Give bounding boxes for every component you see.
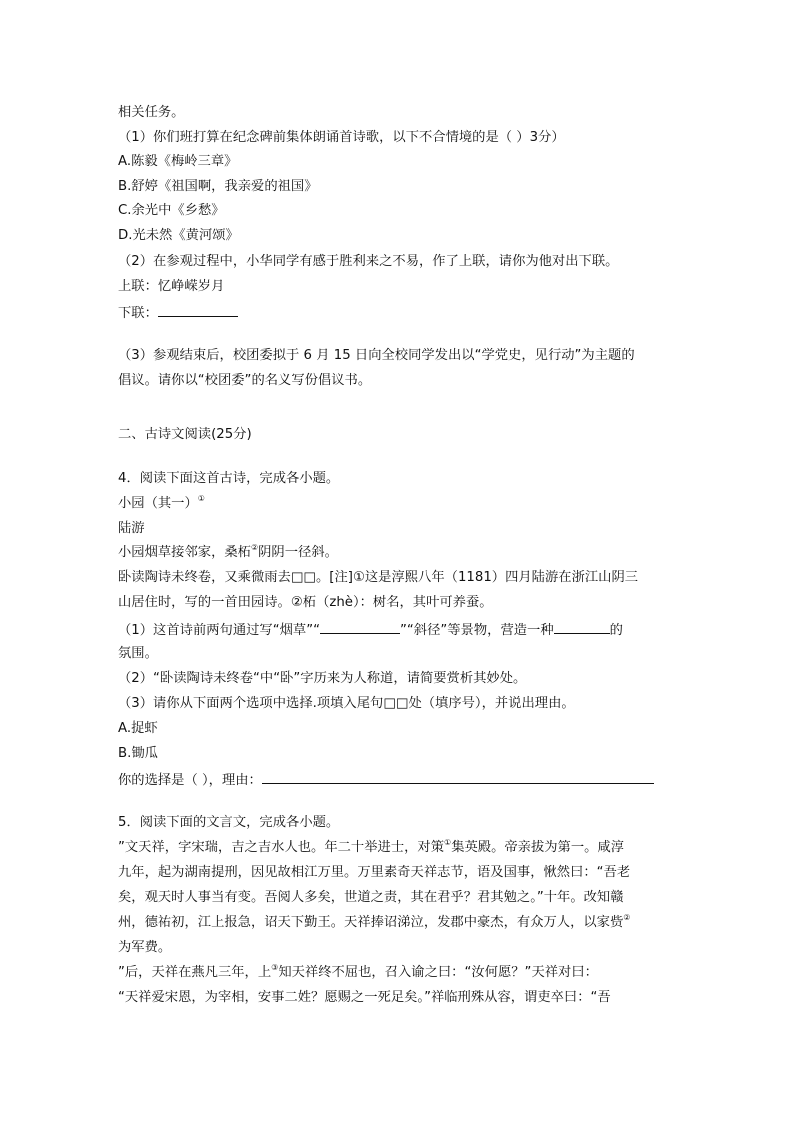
option-a: A.捉虾	[118, 721, 158, 736]
poem-text: 阴阴一径斜。	[258, 545, 338, 560]
question-4-2: （2）“卧读陶诗未终卷“中“卧”字历来为人称道，请简要赏析其妙处。	[118, 671, 527, 686]
text-line: 氛围。	[118, 646, 158, 661]
classical-text-span: ”后，天祥在燕凡三年，上	[118, 965, 272, 980]
lower-couplet	[118, 302, 238, 324]
poem-author: 陆游	[118, 521, 145, 536]
option-b: B.锄瓜	[118, 746, 158, 761]
classical-text: 九年，起为湖南提刑，因见故相江万里。万里素奇天祥志节，语及国事，愀然曰：“吾老	[118, 865, 631, 880]
classical-text-span: ”文天祥，字宋瑞，吉之吉水人也。年二十举进士，对策	[118, 840, 445, 855]
question-text: （1）这首诗前两句通过写“烟草”“	[118, 623, 320, 638]
classical-text-span: 知天祥终不屈也，召入谕之曰：“汝何愿？”天祥对曰：	[278, 965, 598, 980]
classical-text: 矣，观天时人事当有变。吾阅人多矣，世道之责，其在君乎？君其勉之。”十年。改知赣	[118, 890, 624, 905]
classical-text-span: 集英殿。帝亲拔为第一。咸淳	[451, 840, 625, 855]
classical-text: 为军费。	[118, 940, 172, 955]
poem-note: 山居住时，写的一首田园诗。②柘（zhè）：树名，其叶可养蚕。	[118, 595, 493, 610]
option-a: A.陈毅《梅岭三章》	[118, 154, 238, 169]
option-b: B.舒婷《祖国啊，我亲爱的祖国》	[118, 179, 318, 194]
text-line: 相关任务。	[118, 105, 185, 120]
answer-blank[interactable]	[554, 619, 610, 634]
option-d: D.光未然《黄河颂》	[118, 228, 239, 243]
poem-title	[118, 494, 205, 514]
classical-text-span: 州，德祐初，江上报急，诏天下勤王。天祥捧诏涕泣，发郡中豪杰，有众万人，以家赀	[118, 915, 624, 930]
question-2: （2）在参观过程中，小华同学有感于胜利来之不易，作了上联，请你为他对出下联。	[118, 254, 619, 269]
poem-text: 小园烟草接邻家，桑柘	[118, 545, 251, 560]
footnote-marker: ②	[623, 913, 631, 922]
question-1: （1）你们班打算在纪念碑前集体朗诵首诗歌，以下不合情境的是（ ）3分）	[118, 130, 565, 145]
answer-line	[118, 769, 654, 791]
question-text: 的	[609, 623, 623, 638]
answer-blank[interactable]	[158, 302, 238, 317]
classical-text	[118, 838, 624, 858]
answer-label: 你的选择是（ ），理由：	[118, 773, 262, 788]
question-5: 5．阅读下面的文言文，完成各小题。	[118, 815, 340, 830]
footnote-marker: ①	[197, 494, 205, 503]
classical-text	[118, 963, 598, 983]
section-heading: 二、古诗文阅读(25分)	[118, 427, 252, 442]
question-4-1	[118, 619, 623, 641]
lower-couplet-label: 下联：	[118, 306, 158, 321]
question-4-3: （3）请你从下面两个选项中选择.项填入尾句□□处（填序号），并说出理由。	[118, 696, 575, 711]
classical-text	[118, 913, 630, 933]
question-4: 4．阅读下面这首古诗，完成各小题。	[118, 471, 340, 486]
text-line: 倡议。请你以“校团委”的名义写份倡议书。	[118, 373, 372, 388]
question-text: ”“斜径”等景物，营造一种	[400, 623, 554, 638]
footnote-marker: ②	[250, 543, 259, 552]
poem-line-2: 卧读陶诗未终卷，又乘微雨去□□。[注]①这是淳熙八年（1181）四月陆游在浙江山阴三	[118, 570, 639, 585]
poem-title-text: 小园（其一）	[118, 496, 198, 511]
footnote-marker: ①	[444, 838, 452, 847]
classical-text: “天祥爱宋恩，为宰相，安事二姓？愿赐之一死足矣。”祥临刑殊从容，谓吏卒曰：“吾	[118, 990, 611, 1005]
poem-line-1	[118, 543, 338, 563]
answer-blank[interactable]	[320, 619, 400, 634]
upper-couplet: 上联：忆峥嵘岁月	[118, 279, 225, 294]
question-3: （3）参观结束后，校团委拟于 6 月 15 日向全校同学发出以“学党史，见行动”为主题的	[118, 348, 635, 363]
answer-blank[interactable]	[262, 769, 654, 784]
footnote-marker: ③	[271, 963, 279, 972]
option-c: C.余光中《乡愁》	[118, 203, 225, 218]
